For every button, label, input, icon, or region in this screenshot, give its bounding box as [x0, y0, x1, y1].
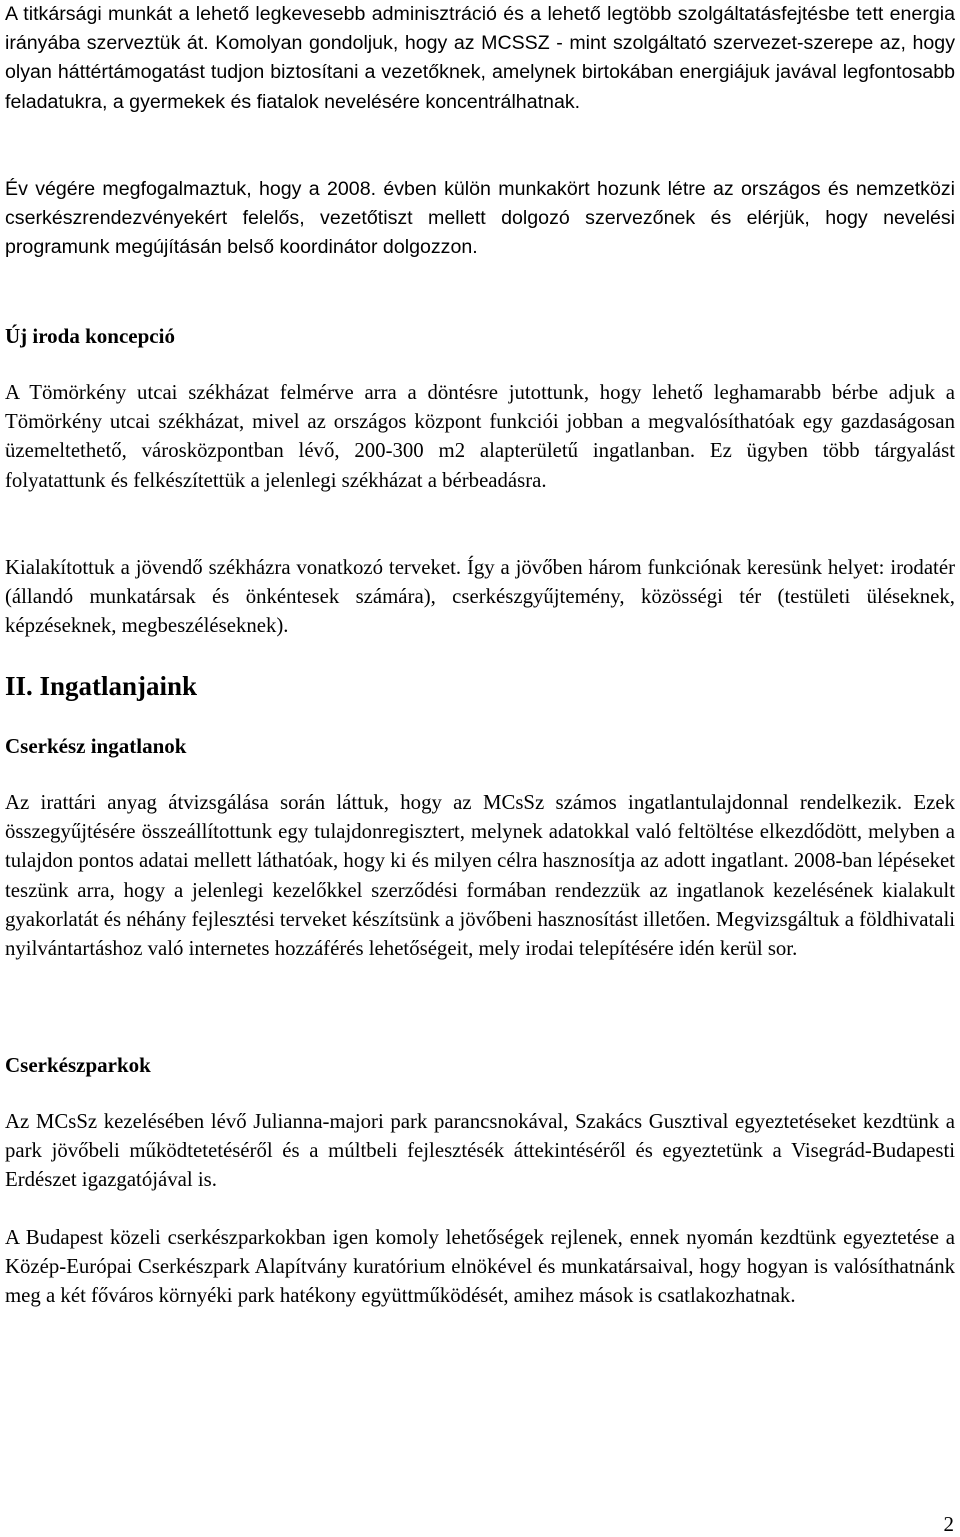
heading-ingatlanjaink: II. Ingatlanjaink — [5, 671, 198, 701]
document-page — [5, 0, 955, 1537]
paragraph-titkarsag: A titkársági munkát a lehető legkevesebb adminisztráció és a lehető legtöbb szolgáltatásfejtésbe tett energia irányába szerveztük át. Komolyan gondoljuk, hogy az MCSSZ - mint szolgáltató szervezet-szerepe az, hogy olyan háttértámogatást tudjon biztosítani a vezetőknek, amelynek birtokában energiájuk javával legfontosabb feladatukra, a gyermekek és fiatalok nevelésére koncentrálhatnak. — [5, 3, 955, 113]
paragraph-tomorkeny: A Tömörkény utcai székházat felmérve arra a döntésre jutottunk, hogy lehető leghamarabb bérbe adjuk a Tömörkény utcai székházat, mivel az országos központ funkciói jobban a megvalósíthatóak egy gazdaságosan üzemeltethető, városközpontban lévő, 200-300 m2 alapterületű ingatlanban. Ez ügyben több tárgyalást folyatattunk és felkészítettük a jelenlegi székházat a bérbeadásra. — [5, 381, 955, 492]
heading-cserkeszparkok: Cserkészparkok — [5, 1053, 151, 1077]
heading-uj-iroda-koncepcio: Új iroda koncepció — [5, 324, 175, 348]
heading-cserkesz-ingatlanok: Cserkész ingatlanok — [5, 734, 187, 758]
paragraph-ev-vegere: Év végére megfogalmaztuk, hogy a 2008. évben külön munkakört hozunk létre az országos és nemzetközi cserkészrendezvényekért felelős, vezetőtiszt mellett dolgozó szervezőnek és elérjük, hogy nevelési programunk megújításán belső koordinátor dolgozzon. — [5, 178, 955, 259]
paragraph-julianna-major: Az MCsSz kezelésében lévő Julianna-majori park parancsnokával, Szakács Gusztival egyeztetéseket kezdtünk a park jövőbeli működtetetéséről és a múltbeli fejlesztésék áttekintéséről és egyeztetünk a Visegrád-Budapesti Erdészet igazgatójával is. — [5, 1110, 955, 1192]
paragraph-jovendo-szekhaz: Kialakítottuk a jövendő székházra vonatkozó terveket. Így a jövőben három funkciónak keresünk helyet: irodatér (állandó munkatársak és önkéntesek számára), cserkészgyűjtemény, közösségi tér (testületi üléseknek, képzéseknek, megbeszéléseknek). — [5, 556, 955, 638]
page-number: 2 — [943, 1512, 954, 1536]
paragraph-irattari-anyag: Az irattári anyag átvizsgálása során láttuk, hogy az MCsSz számos ingatlantulajdonnal rendelkezik. Ezek összegyűjtésére összeállítottunk egy tulajdonregisztert, melynek adatokkal való feltöltése elkezdődött, melyben a tulajdon pontos adatai mellett láthatóak, hogy ki és milyen célra hasznosítja az adott ingatlant. 2008-ban lépéseket teszünk arra, hogy a jelenlegi kezelőkkel szerződési formában rendezzük az ingatlanok kezelésének kialakult gyakorlatát és néhány fejlesztési terveket készítsünk a jövőbeni hasznosítást illetően. Megvizsgáltuk a földhivatali nyilvántartáshoz való internetes hozzáférés lehetőségeit, mely irodai telepítésére idén kerül sor. — [5, 791, 956, 961]
paragraph-budapest-kozeli: A Budapest közeli cserkészparkokban igen komoly lehetőségek rejlenek, ennek nyomán kezdtünk egyeztetése a Közép-Európai Cserkészpark Alapítvány kuratórium elnökével és munkatársaival, hogy hogyan is valósíthatnánk meg a két főváros környéki park hatékony együttműködését, amihez mások is csatlakozhatnak. — [5, 1226, 955, 1308]
